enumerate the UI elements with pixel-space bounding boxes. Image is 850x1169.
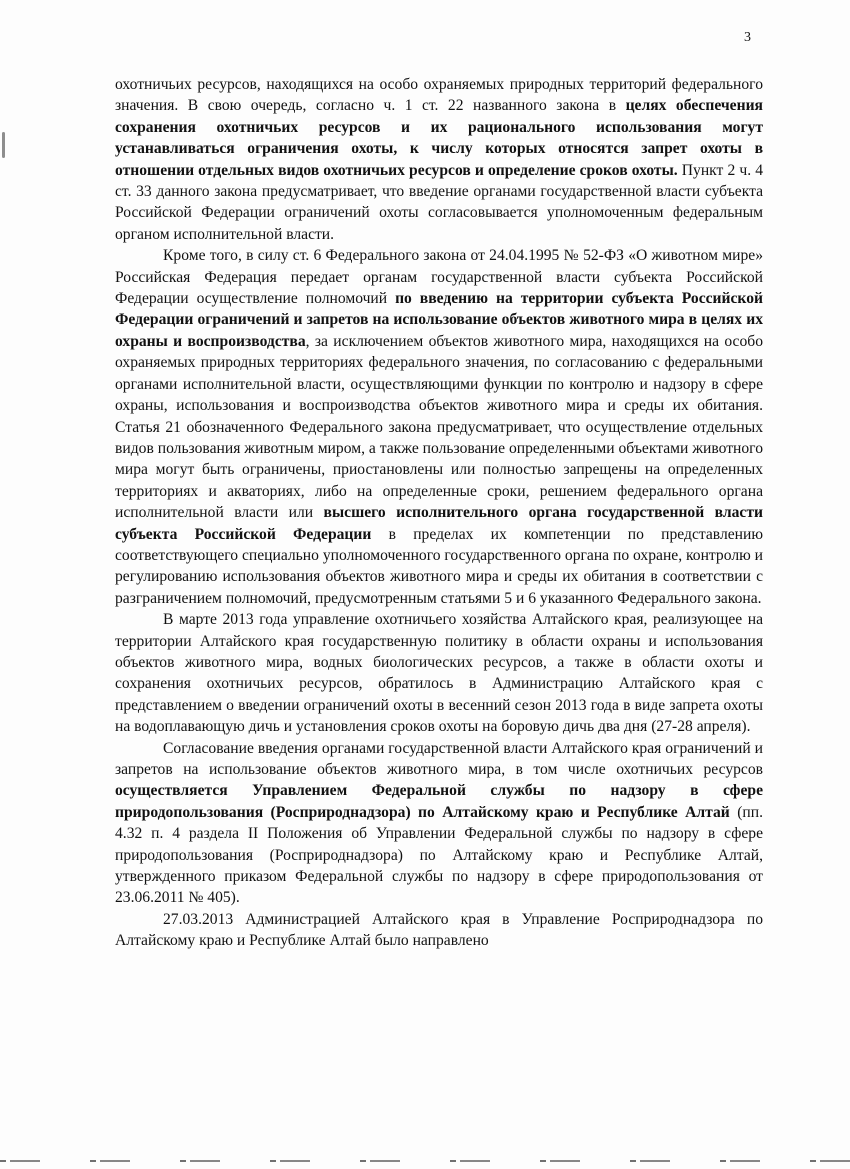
document-body — [115, 74, 763, 952]
text-run: Пункт 2 ч. 4 ст. 33 данного закона предусматривает, что введение органами государственной власти субъекта Российской Федерации ограничений охоты согласовывается уполномоченным федеральным органом исполнительной власти. — [115, 161, 763, 243]
bold-text-run: высшего исполнительного органа государственной власти субъекта Российской Федерации — [115, 504, 763, 543]
bold-text-run: целях обеспечения сохранения охотничьих ресурсов и их рационального использования могут устанавливаться ограничения охоты, к числу которых относятся запрет охоты в отношении отдельных видов охотничьих ресурсов и определение сроков охоты. — [115, 97, 763, 179]
scan-edge-artifact — [0, 1160, 850, 1162]
paragraph — [115, 738, 763, 909]
text-run: Кроме того, в силу ст. 6 Федерального закона от 24.04.1995 № 52-ФЗ «О животном мире» Российская Федерация передает органам государственной власти субъекта Российской Федерации осуществление полномочий — [115, 247, 763, 308]
paragraph — [115, 609, 763, 737]
text-run: , за исключением объектов животного мира, находящихся на особо охраняемых природных территориях федерального значения, по согласованию с федеральными органами исполнительной власти, осуществляющими функции по контролю и надзору в сфере охраны, использования и воспроизводства объектов животного мира и среды их обитания. Статья 21 обозначенного Федерального закона предусматривает, что осуществление отдельных видов пользования животным миром, а также пользование определенными объектами животного мира могут быть ограничены, приостановлены или полностью запрещены на определенных территориях и акваториях, либо на определенные сроки, решением федерального органа исполнительной власти или — [115, 332, 763, 522]
text-run: охотничьих ресурсов, находящихся на особо охраняемых природных территорий федерального значения. В свою очередь, согласно ч. 1 ст. 22 названного закона в — [115, 76, 763, 115]
text-run: (пп. 4.32 п. 4 раздела II Положения об Управлении Федеральной службы по надзору в сфере природопользования (Росприроднадзора) по Алтайскому краю и Республике Алтай, утвержденного приказом Федеральной службы по надзору в сфере природопользования от 23.06.2011 № 405). — [115, 803, 763, 907]
paragraph — [115, 74, 763, 245]
page-number: 3 — [744, 30, 751, 45]
text-run: в пределах их компетенции по представлению соответствующего специально уполномоченного государственного органа по охране, контролю и регулированию использования объектов животного мира и среды их обитания в соответствии с разграничением полномочий, предусмотренным статьями 5 и 6 указанного Федерального закона. — [115, 525, 763, 607]
bold-text-run: по введению на территории субъекта Российской Федерации ограничений и запретов на использование объектов животного мира в целях их охраны и воспроизводства — [115, 290, 763, 350]
scan-artifact — [2, 132, 5, 158]
bold-text-run: осуществляется Управлением Федеральной службы по надзору в сфере природопользования (Росприроднадзора) по Алтайскому краю и Республике Алтай — [115, 782, 763, 821]
text-run: В марте 2013 года управление охотничьего хозяйства Алтайского края, реализующее на территории Алтайского края государственную политику в области охраны и использования объектов животного мира, водных биологических ресурсов, а также в области охоты и сохранения охотничьих ресурсов, обратилось в Администрацию Алтайского края с представлением о введении ограничений охоты в весенний сезон 2013 года в виде запрета охоты на водоплавающую дичь и установления сроков охоты на боровую дичь два дня (27-28 апреля). — [115, 611, 763, 736]
text-run: Согласование введения органами государственной власти Алтайского края ограничений и запретов на использование объектов животного мира, в том числе охотничьих ресурсов — [115, 739, 763, 778]
text-run: 27.03.2013 Администрацией Алтайского края в Управление Росприроднадзора по Алтайскому краю и Республике Алтай было направлено — [115, 910, 763, 950]
paragraph — [115, 245, 763, 609]
paragraph — [115, 909, 763, 952]
